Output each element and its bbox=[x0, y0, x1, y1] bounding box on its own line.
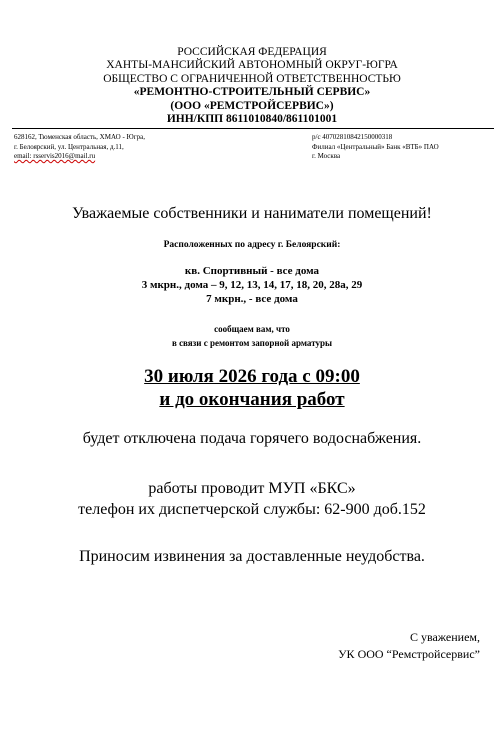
address-item: кв. Спортивный - все дома bbox=[184, 265, 320, 277]
bank-name: Филиал «Центральный» Банк «ВТБ» ПАО bbox=[312, 142, 439, 151]
contractor-phone: телефон их диспетчерской службы: 62-900 доб.152 bbox=[78, 501, 426, 518]
signature-greeting: С уважением, bbox=[409, 630, 480, 644]
signature-block bbox=[338, 629, 480, 663]
outage-date: 30 июля 2026 года с 09:00 bbox=[144, 366, 360, 387]
header-inn-kpp: ИНН/КПП 8611010840/861101001 bbox=[166, 113, 338, 126]
address-item: 3 мкрн., дома – 9, 12, 13, 14, 17, 18, 20, 28а, 29 bbox=[141, 279, 363, 291]
apology-block bbox=[0, 546, 504, 567]
inform-line-2: в связи с ремонтом запорной арматуры bbox=[171, 338, 333, 348]
inform-block bbox=[0, 322, 504, 350]
outage-description: будет отключена подача горячего водоснабжения. bbox=[82, 430, 422, 447]
contacts-block bbox=[12, 128, 494, 165]
header-region: ХАНТЫ-МАНСИЙСКИЙ АВТОНОМНЫЙ ОКРУГ-ЮГРА bbox=[106, 59, 398, 72]
address-list bbox=[0, 264, 504, 306]
email-line: email: rsservis2016@mail.ru bbox=[14, 152, 96, 160]
bank-city: г. Москва bbox=[312, 152, 341, 160]
address-line-2: г. Белоярский, ул. Центральная, д.11, bbox=[14, 142, 124, 151]
address-intro: Расположенных по адресу г. Белоярский: bbox=[163, 240, 341, 250]
header-country: РОССИЙСКАЯ ФЕДЕРАЦИЯ bbox=[177, 46, 327, 58]
outage-until: и до окончания работ bbox=[159, 389, 345, 410]
signature-company: УК ООО “Ремстройсервис” bbox=[338, 647, 480, 661]
header-company-type: ОБЩЕСТВО С ОГРАНИЧЕННОЙ ОТВЕТСТВЕННОСТЬЮ bbox=[103, 72, 401, 85]
contractor-name: работы проводит МУП «БКС» bbox=[148, 480, 356, 497]
contacts-bank bbox=[312, 133, 439, 162]
apology-text: Приносим извинения за доставленные неудобства. bbox=[79, 548, 425, 565]
header-company-short-name: (ООО «РЕМСТРОЙСЕРВИС») bbox=[170, 99, 334, 112]
contacts-address bbox=[14, 133, 145, 162]
bank-account: р/с 40702810842150000318 bbox=[312, 133, 393, 141]
notice-title: Уважаемые собственники и наниматели помещений! bbox=[72, 205, 432, 222]
address-line-1: 628162, Тюменская область, ХМАО - Югра, bbox=[14, 133, 145, 141]
outage-text bbox=[0, 428, 504, 449]
address-item: 7 мкрн., - все дома bbox=[206, 293, 298, 305]
contractor-block bbox=[0, 478, 504, 520]
inform-line-1: сообщаем вам, что bbox=[214, 324, 290, 334]
company-header bbox=[0, 46, 504, 126]
outage-date-block bbox=[0, 365, 504, 411]
header-company-name: «РЕМОНТНО-СТРОИТЕЛЬНЫЙ СЕРВИС» bbox=[133, 86, 371, 99]
